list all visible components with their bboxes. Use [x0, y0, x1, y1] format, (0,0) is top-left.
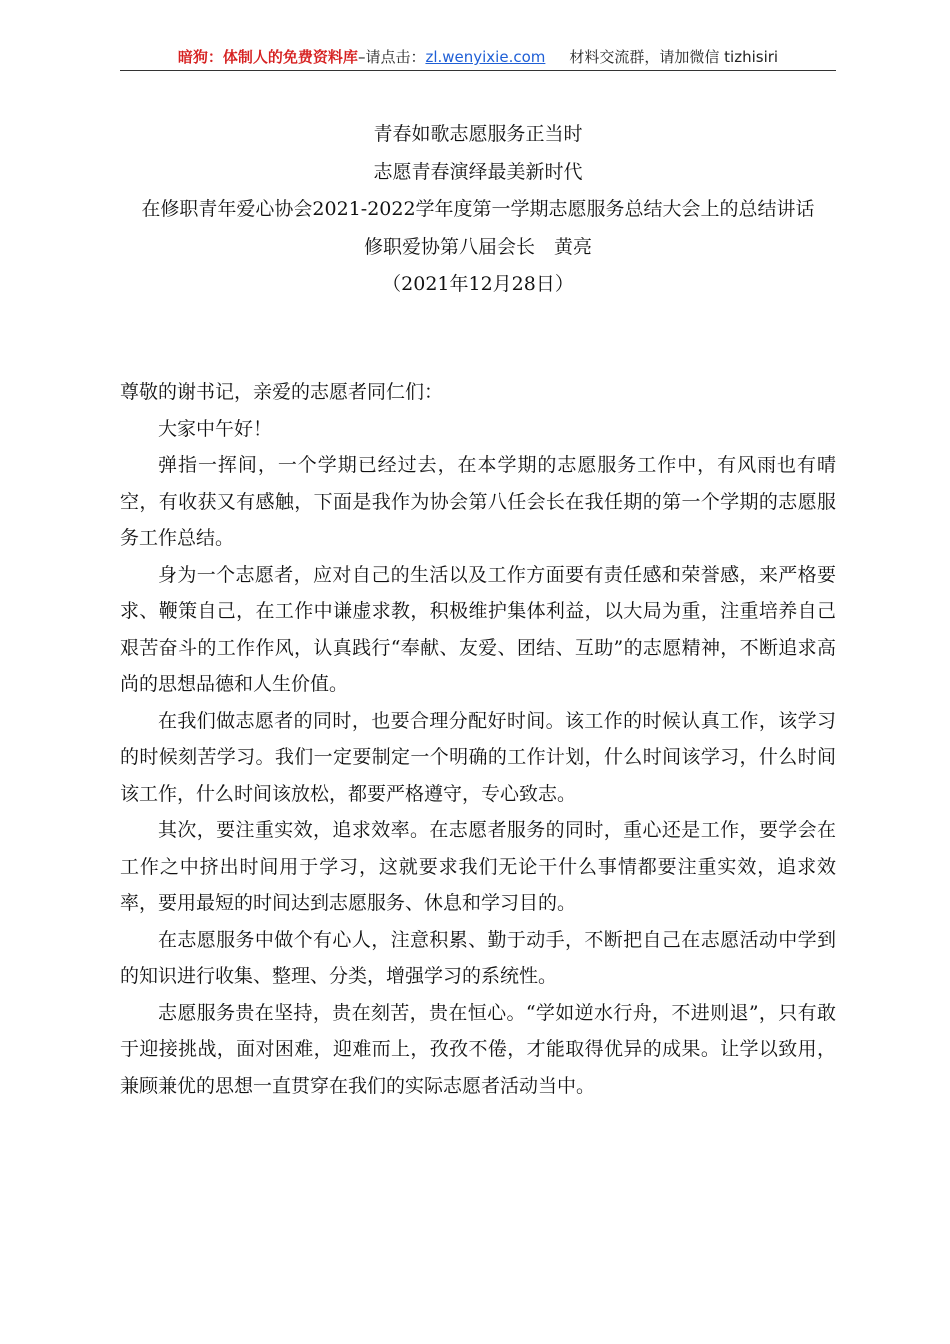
- title-block: [120, 116, 836, 304]
- speech-body: [120, 374, 836, 1104]
- paragraph: 志愿服务贵在坚持，贵在刻苦，贵在恒心。“学如逆水行舟，不进则退”，只有敢于迎接挑战，面对困难，迎难而上，孜孜不倦，才能取得优异的成果。让学以致用，兼顾兼优的思想一直贯穿在我们的实际志愿者活动当中。: [120, 1001, 836, 1097]
- greeting: 大家中午好！: [158, 417, 273, 440]
- page-header: [120, 46, 836, 71]
- header-brand: 暗狗：体制人的免费资料库: [177, 48, 358, 66]
- paragraph: 在志愿服务中做个有心人，注意积累、勤于动手，不断把自己在志愿活动中学到的知识进行收集、整理、分类，增强学习的系统性。: [120, 928, 836, 987]
- header-link[interactable]: zl.wenyixie.com: [425, 48, 546, 66]
- header-wechat-note: 材料交流群，请加微信 tizhisiri: [569, 48, 779, 66]
- paragraph: 身为一个志愿者，应对自己的生活以及工作方面要有责任感和荣誉感，来严格要求、鞭策自己，在工作中谦虚求教，积极维护集体利益，以大局为重，注重培养自己艰苦奋斗的工作作风，认真践行“奉献、友爱、团结、互助”的志愿精神，不断追求高尚的思想品德和人生价值。: [120, 563, 836, 695]
- paragraph: 在我们做志愿者的同时，也要合理分配好时间。该工作的时候认真工作，该学习的时候刻苦学习。我们一定要制定一个明确的工作计划，什么时间该学习，什么时间该工作，什么时间该放松，都要严格遵守，专心致志。: [120, 709, 836, 805]
- title-line-1: 青春如歌志愿服务正当时: [373, 123, 583, 145]
- title-line-2: 志愿青春演绎最美新时代: [373, 160, 583, 183]
- paragraph: 其次，要注重实效，追求效率。在志愿者服务的同时，重心还是工作，要学会在工作之中挤出时间用于学习，这就要求我们无论干什么事情都要注重实效，追求效率，要用最短的时间达到志愿服务、休息和学习目的。: [120, 819, 836, 914]
- salutation: 尊敬的谢书记，亲爱的志愿者同仁们：: [120, 381, 444, 403]
- header-prompt: –请点击：: [357, 48, 426, 66]
- speaker-line: 修职爱协第八届会长 黄亮: [363, 235, 592, 258]
- title-line-3: 在修职青年爱心协会2021-2022学年度第一学期志愿服务总结大会上的总结讲话: [141, 198, 815, 220]
- paragraph: 弹指一挥间，一个学期已经过去，在本学期的志愿服务工作中，有风雨也有晴空，有收获又有感触，下面是我作为协会第八任会长在我任期的第一个学期的志愿服务工作总结。: [120, 454, 836, 549]
- date-line: （2021年12月28日）: [382, 273, 574, 295]
